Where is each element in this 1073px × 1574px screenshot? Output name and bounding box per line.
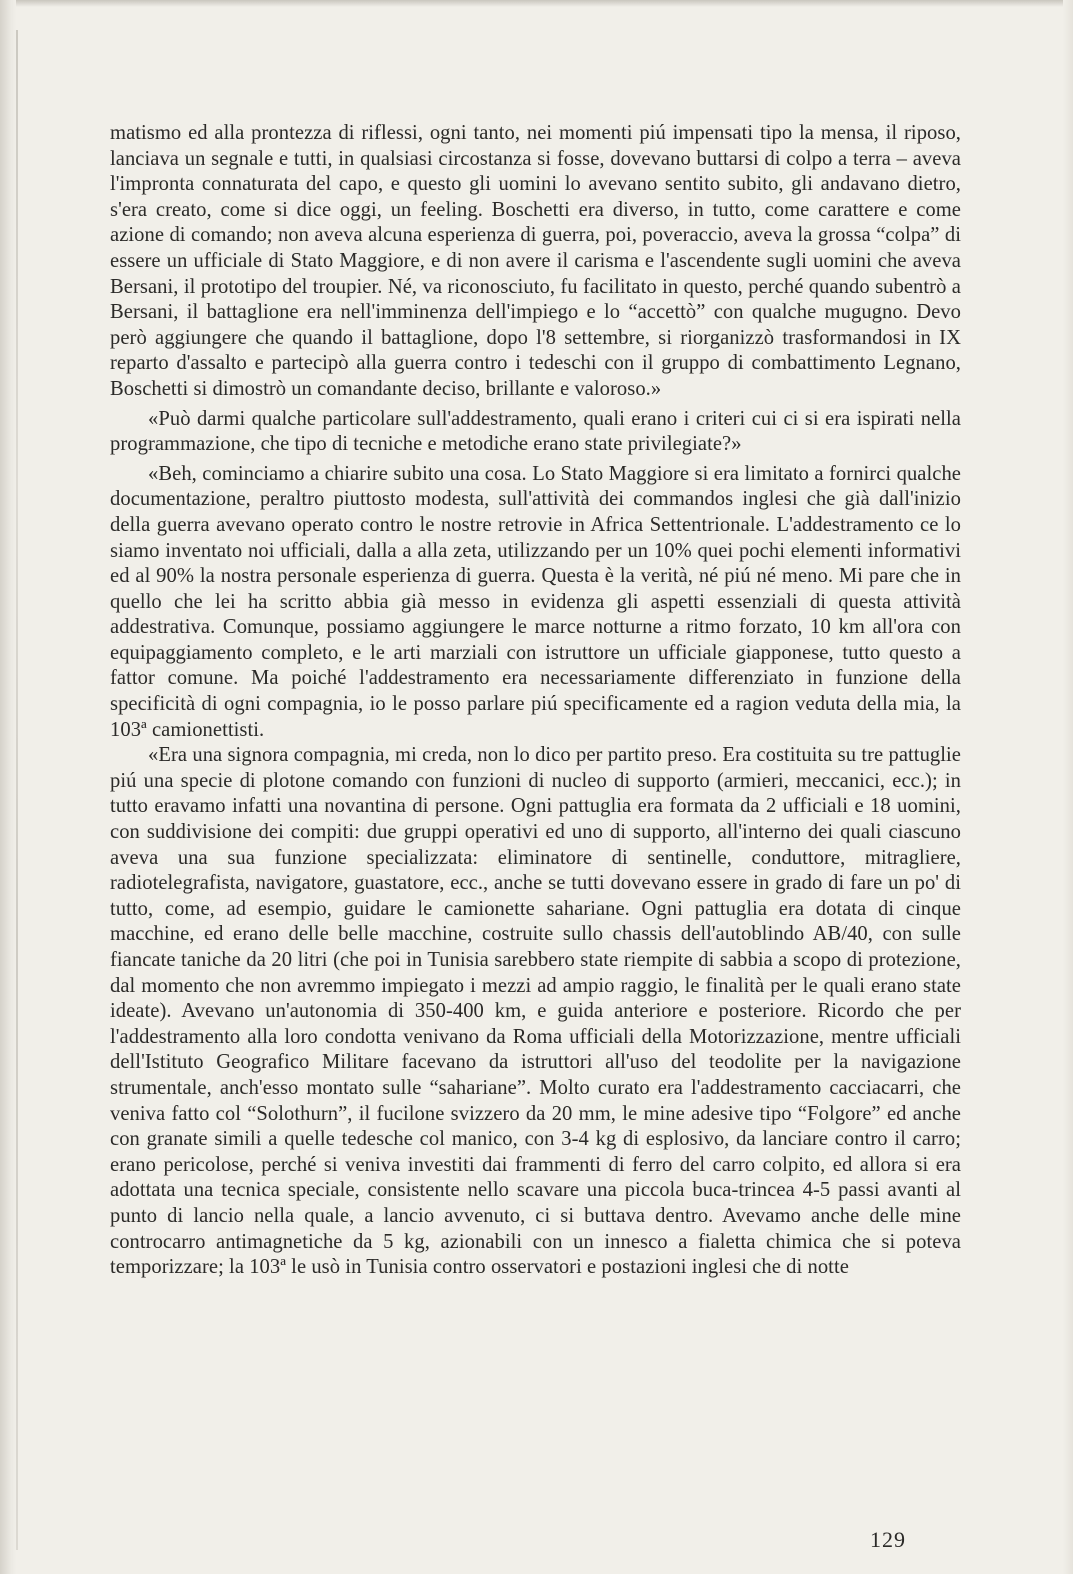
body-text [110, 121, 961, 1281]
page-top-edge [0, 0, 1073, 7]
page-binding-edge [0, 0, 16, 1574]
paragraph-4: «Era una signora compagnia, mi creda, non lo dico per partito preso. Era costituita su tre pattuglie piú una specie di plotone comando con funzioni di nucleo di supporto (armieri, meccanici, ecc.); in tutto eravamo infatti una novantina di persone. Ogni pattuglia era formata da 2 ufficiali e 18 uomini, con suddivisione dei compiti: due gruppi operativi ed uno di supporto, all'interno dei quali ciascuno aveva una sua funzione specializzata: eliminatore di sentinelle, conduttore, mitragliere, radiotelegrafista, navigatore, guastatore, ecc., anche se tutti dovevano essere in grado di fare un po' di tutto, come, ad esempio, guidare le camionette sahariane. Ogni pattuglia era dotata di cinque macchine, ed erano delle belle macchine, costruite sullo chassis dell'autoblindo AB/40, con sulle fiancate taniche da 20 litri (che poi in Tunisia sarebbero state riempite di sabbia a scopo di protezione, dal momento che non avremmo impiegato i mezzi ad ampio raggio, le finalità per le quali erano state ideate). Avevano un'autonomia di 350-400 km, e guida anteriore e posteriore. Ricordo che per l'addestramento alla loro condotta venivano da Roma ufficiali della Motorizzazione, mentre ufficiali dell'Istituto Geografico Militare facevano da istruttori all'uso del teodolite per la navigazione strumentale, anch'esso montato sulle “sahariane”. Molto curato era l'addestramento cacciacarri, che veniva fatto col “Solothurn”, il fucilone svizzero da 20 mm, le mine adesive tipo “Folgore” ed anche con granate simili a quelle tedesche col manico, con 3-4 kg di esplosivo, da lanciare contro il carro; erano pericolose, perché si veniva investiti dai frammenti di ferro del carro colpito, ed allora si era adottata una tecnica speciale, consistente nello scavare una piccola buca-trincea 4-5 passi avanti al punto di lancio nella quale, a lancio avvenuto, ci si buttava dentro. Avevamo anche delle mine controcarro antimagnetiche da 5 kg, azionabili con un innesco a fialetta chimica che si poteva temporizzare; la 103ª le usò in Tunisia contro osservatori e postazioni inglesi che di notte [110, 744, 961, 1279]
page-number: 129 [870, 1527, 906, 1552]
binding-shadow-line [16, 30, 18, 1550]
paragraph-3: «Beh, cominciamo a chiarire subito una cosa. Lo Stato Maggiore si era limitato a fornirci qualche documentazione, peraltro piuttosto modesta, sull'attività dei commandos inglesi che già dall'inizio della guerra avevano operato contro le nostre retrovie in Africa Settentrionale. L'addestramento ce lo siamo inventato noi ufficiali, dalla a alla zeta, utilizzando per un 10% quei pochi elementi informativi ed al 90% la nostra personale esperienza di guerra. Questa è la verità, né piú né meno. Mi pare che in quello che lei ha scritto abbia già messo in evidenza gli aspetti essenziali di questa attività addestrativa. Comunque, possiamo aggiungere le marce notturne a ritmo forzato, 10 km all'ora con equipaggiamento completo, e le arti marziali con istruttore un ufficiale giapponese, tutto questo a fattor comune. Ma poiché l'addestramento era necessariamente differenziato in funzione della specificità di ogni compagnia, io le posso parlare piú specificamente ed a ragion veduta della mia, la 103ª camionettisti. [110, 462, 961, 741]
page-right-edge [1063, 0, 1073, 1574]
paragraph-1: matismo ed alla prontezza di riflessi, ogni tanto, nei momenti piú impensati tipo la mensa, il riposo, lanciava un segnale e tutti, in qualsiasi circostanza si fosse, dovevano buttarsi di colpo a terra – aveva l'impronta connaturata del capo, e questo gli uomini lo avevano sentito subito, gli andavano dietro, s'era creato, come si dice oggi, un feeling. Boschetti era diverso, in tutto, come carattere e come azione di comando; non aveva alcuna esperienza di guerra, poi, poveraccio, aveva la grossa “colpa” di essere un ufficiale di Stato Maggiore, e di non avere il carisma e l'ascendente sugli uomini che aveva Bersani, il prototipo del troupier. Né, va riconosciuto, fu facilitato in questo, perché quando subentrò a Bersani, il battaglione era nell'imminenza dell'impiego e lo “accettò” con qualche mugugno. Devo però aggiungere che quando il battaglione, dopo l'8 settembre, si riorganizzò trasformandosi in IX reparto d'assalto e partecipò alla guerra contro i tedeschi con il gruppo di combattimento Legnano, Boschetti si dimostrò un comandante deciso, brillante e valoroso.» [110, 122, 961, 400]
paragraph-2: «Può darmi qualche particolare sull'addestramento, quali erano i criteri cui ci si era ispirati nella programmazione, che tipo di tecniche e metodiche erano state privilegiate?» [110, 407, 961, 456]
